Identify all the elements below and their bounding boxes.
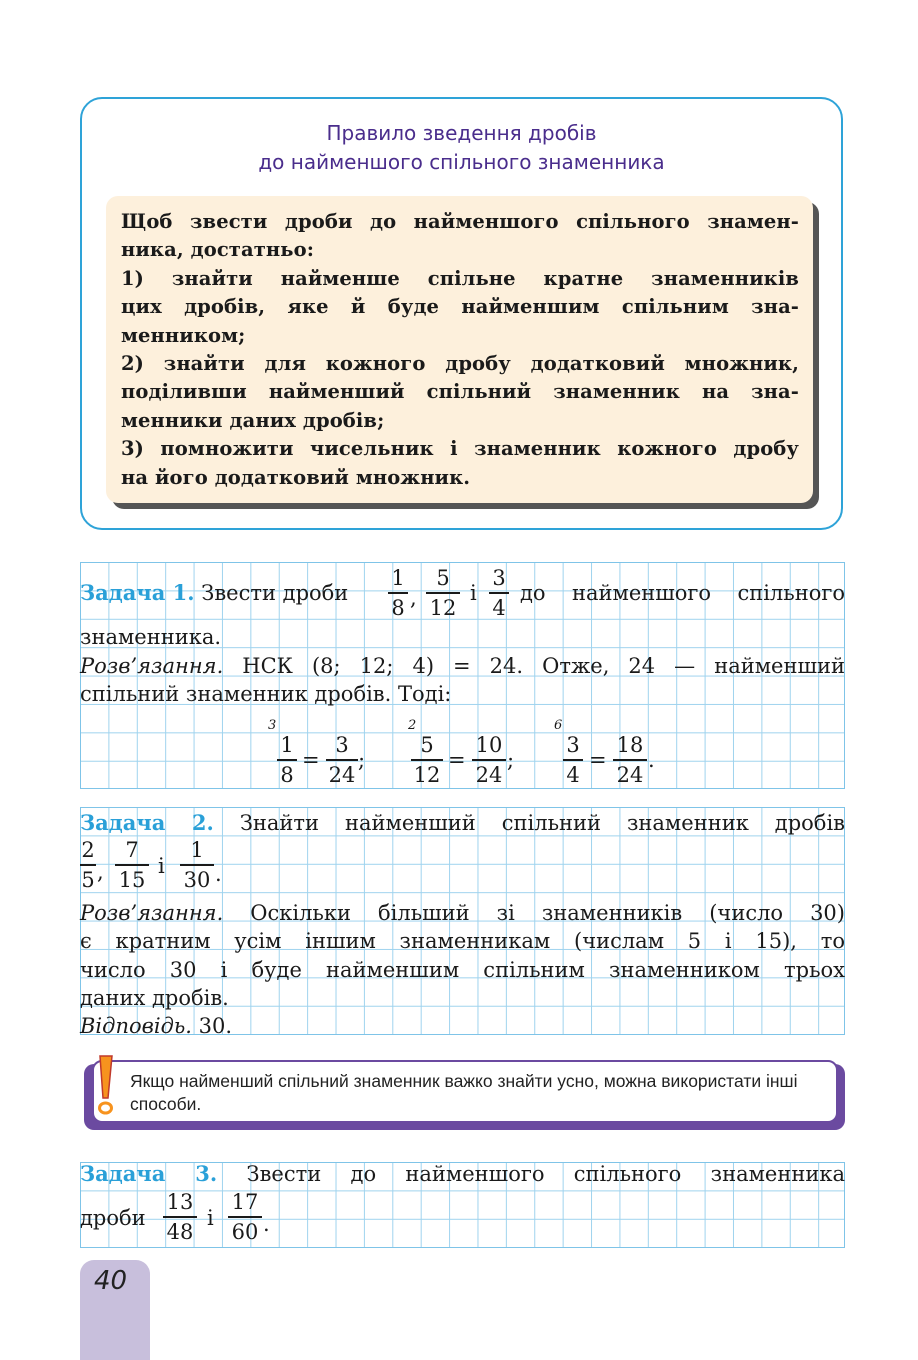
equals-sign: = <box>302 748 320 772</box>
denominator: 4 <box>566 762 580 787</box>
denominator: 30 <box>183 867 211 892</box>
task1-fraction-2 <box>426 566 460 620</box>
rule-line: поділивши найменший спільний знаменник на зна- <box>121 380 799 404</box>
semicolon: ; <box>358 748 366 772</box>
numerator: 3 <box>492 566 506 590</box>
task2-solution-l3: число 30 і буде найменшим спільним знаменником трьох <box>80 958 845 982</box>
rule-line: Щоб звести дроби до найменшого спільного знамен- <box>121 210 799 233</box>
task3-fraction-2 <box>228 1190 262 1244</box>
solution-text: НСК (8; 12; 4) = 24. Отже, 24 — найменший <box>242 654 845 678</box>
rule-line: 2) знайти для кожного дробу додатковий множник, <box>121 352 799 376</box>
multiplier: 2 <box>408 718 417 733</box>
task1-line4: спільний знаменник дробів. Тоді: <box>80 682 452 706</box>
period: . <box>263 1212 270 1236</box>
task2-fraction-1 <box>80 838 96 892</box>
denominator: 60 <box>231 1219 259 1244</box>
and-word: і <box>207 1206 214 1230</box>
numerator: 1 <box>190 838 204 862</box>
numerator: 5 <box>420 733 434 757</box>
semicolon: ; <box>507 748 515 772</box>
period: . <box>215 862 222 886</box>
rule-title-line1: Правило зведення дробів <box>326 121 597 145</box>
task1-fraction-3 <box>489 566 509 620</box>
rule-line: 1) знайти найменше спільне кратне знаменників <box>121 266 799 290</box>
note-text: Якщо найменший спільний знаменник важко знайти усно, можна використати інші способи. <box>130 1071 798 1114</box>
solution-label: Розв’язання. <box>80 901 224 925</box>
denominator: 8 <box>391 595 405 620</box>
rule-box <box>106 196 813 503</box>
numerator: 1 <box>391 566 405 590</box>
task2-text: Знайти найменший спільний знаменник дробів <box>239 811 845 835</box>
numerator: 3 <box>335 733 349 757</box>
numerator: 2 <box>81 838 95 862</box>
denominator: 4 <box>492 595 506 620</box>
task3-fraction-1 <box>163 1190 197 1244</box>
task1-fraction-1 <box>388 566 408 620</box>
rule-line: менники даних дробів; <box>121 408 385 432</box>
rule-line: на його додатковий множник. <box>121 465 471 489</box>
comma: , <box>97 860 104 884</box>
period: . <box>648 748 655 772</box>
multiplier: 3 <box>268 718 277 733</box>
fraction <box>277 733 297 787</box>
and-word: і <box>158 854 165 878</box>
task2-fraction-3 <box>180 838 214 892</box>
page-number-tab <box>80 1260 150 1360</box>
task1-suffix: до найменшого спільного <box>520 581 845 605</box>
task2-solution-l1 <box>80 899 845 927</box>
denominator: 24 <box>475 762 503 787</box>
numerator: 17 <box>231 1190 259 1214</box>
numerator: 7 <box>125 838 139 862</box>
equals-sign: = <box>448 748 466 772</box>
fraction <box>563 733 583 787</box>
numerator: 18 <box>616 733 644 757</box>
page-number: 40 <box>94 1266 128 1296</box>
rule-title <box>82 119 841 177</box>
task2-line1 <box>80 809 845 837</box>
rule-title-line2: до найменшого спільного знаменника <box>258 150 665 174</box>
denominator: 48 <box>166 1219 194 1244</box>
denominator: 12 <box>413 762 441 787</box>
task1-label-line <box>80 581 348 605</box>
task1-solution <box>80 652 845 680</box>
and-word: і <box>470 581 477 605</box>
denominator: 24 <box>616 762 644 787</box>
numerator: 13 <box>166 1190 194 1214</box>
rule-line: ника, достатньо: <box>121 238 315 262</box>
task3-line1 <box>80 1160 845 1188</box>
solution-label: Розв’язання. <box>80 654 224 678</box>
fraction <box>472 733 506 787</box>
task3-prefix: дроби <box>80 1206 146 1230</box>
multiplier: 6 <box>554 718 563 733</box>
answer-value: 30. <box>198 1014 233 1038</box>
exclamation-icon <box>90 1054 120 1118</box>
task1-line2: знаменника. <box>80 625 222 649</box>
numerator: 1 <box>280 733 294 757</box>
task2-answer <box>80 1012 845 1040</box>
task3-label: Задача 3. <box>80 1161 218 1186</box>
task1-label: Задача 1. <box>80 580 195 605</box>
task2-solution-l4: даних дробів. <box>80 986 229 1010</box>
task2-solution-l2: є кратним усім іншим знаменникам (числам 5 і 15), то <box>80 929 845 953</box>
numerator: 3 <box>566 733 580 757</box>
equals-sign: = <box>589 748 607 772</box>
answer-label: Відповідь. <box>80 1014 192 1038</box>
rule-line: менником; <box>121 323 246 347</box>
task2-label: Задача 2. <box>80 810 214 835</box>
denominator: 8 <box>280 762 294 787</box>
task3-text: Звести до найменшого спільного знаменника <box>246 1162 845 1186</box>
task1-prefix: Звести дроби <box>201 581 349 605</box>
rule-line: цих дробів, яке й буде найменшим спільним зна- <box>121 295 799 319</box>
note-box <box>92 1060 838 1123</box>
denominator: 24 <box>328 762 356 787</box>
task2-fraction-2 <box>115 838 149 892</box>
numerator: 10 <box>475 733 503 757</box>
solution-text: Оскільки більший зі знаменників (число 30) <box>250 901 845 925</box>
denominator: 12 <box>429 595 457 620</box>
numerator: 5 <box>436 566 450 590</box>
rule-line: 3) помножити чисельник і знаменник кожного дробу <box>121 437 799 461</box>
fraction <box>411 733 443 787</box>
denominator: 5 <box>81 867 95 892</box>
fraction <box>326 733 358 787</box>
denominator: 15 <box>118 867 146 892</box>
comma: , <box>410 586 417 610</box>
fraction <box>613 733 647 787</box>
